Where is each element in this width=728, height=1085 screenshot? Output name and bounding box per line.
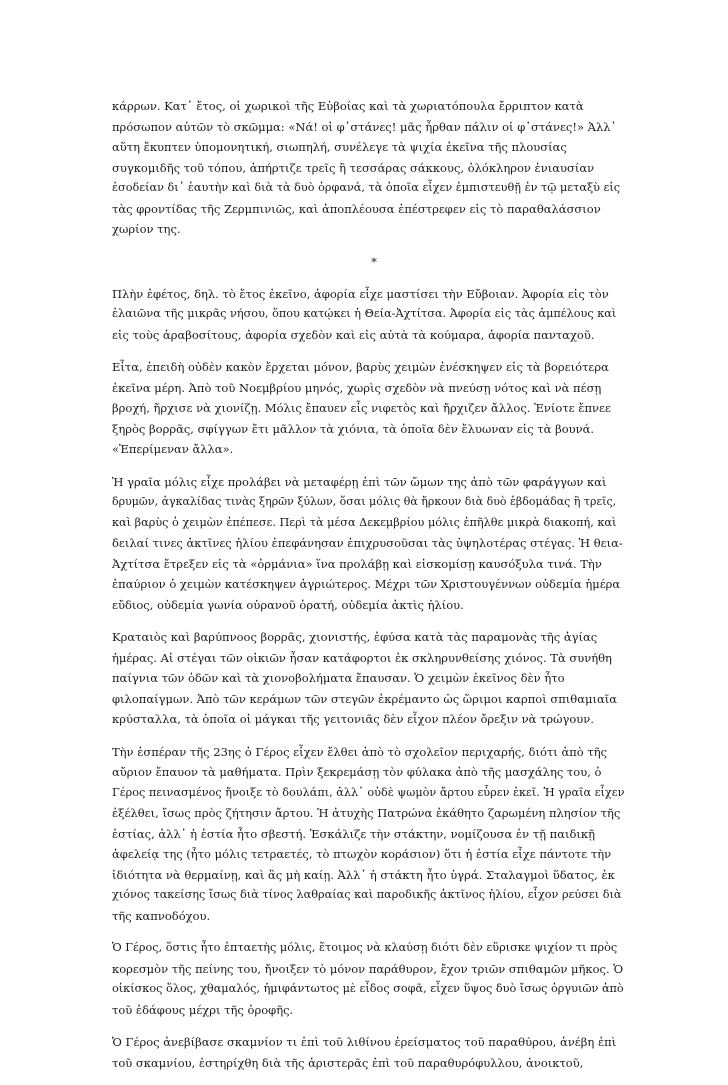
text-line: ἐκεῖνα μέρη. Ἀπὸ τοῦ Νοεμβρίου μηνός, χωρὶς σχεδὸν νὰ πνεύσῃ νότος καὶ νὰ πέσῃ bbox=[112, 380, 602, 395]
text-line: ἡμέρας. Αἱ στέγαι τῶν οἰκιῶν ἦσαν κατάφορτοι ἐκ σκληρυνθείσης χιόνος. Τὰ συνήθη bbox=[112, 650, 612, 665]
text-line: ἑστίας, ἀλλ᾽ ἡ ἑστία ἦτο σβεστή. Ἐσκάλιζε τὴν στάκτην, νομίζουσα ἐν τῇ παιδικῇ bbox=[112, 826, 595, 841]
text-line: Ἀχτίτσα ἔτρεξεν εἰς τὰ «ὀρμάνια» ἵνα προλάβῃ καὶ εἰσκομίσῃ καυσόξυλα τινά. Τὴν bbox=[112, 556, 602, 571]
paragraph-2 bbox=[112, 284, 624, 346]
paragraph-5 bbox=[112, 627, 624, 730]
text-line: εἰς τοὺς ἀραβοσίτους, ἀφορία σχεδὸν καὶ εἰς αὐτὰ τὰ κούμαρα, ἀφορία πανταχοῦ. bbox=[112, 327, 595, 342]
text-line: εὔδιος, οὐδεμία γωνία οὐρανοῦ ὁρατή, οὐδεμία ἀκτὶς ἡλίου. bbox=[112, 597, 464, 612]
text-line: τοῦ σκαμνίου, ἐστηρίχθη διὰ τῆς ἀριστερᾶς ἐπὶ τοῦ παραθυρόφυλλου, ἀνοικτοῦ, bbox=[112, 1055, 584, 1070]
text-line: δρυμῶν, ἀγκαλίδας τινὰς ξηρῶν ξύλων, ὅσαι μόλις θὰ ἤρκουν διὰ δυὸ ἑβδομάδας ἢ τρεῖς, bbox=[112, 495, 617, 508]
text-line: πρόσωπον αὐτῶν τὸ σκῶμμα: «Νά! οἱ φ᾽στάνες! μᾶς ἦρθαν πάλιν οἱ φ᾽στάνες!» Ἀλλ᾽ bbox=[112, 119, 617, 134]
text-line: Ὁ Γέρος ἀνεβίβασε σκαμνίον τι ἐπὶ τοῦ λιθίνου ἐρείσματος τοῦ παραθύρου, ἀνέβη ἐπὶ bbox=[112, 1035, 617, 1049]
text-line: ἐξέλθει, ἴσως πρὸς ζήτησιν ἄρτου. Ἡ ἀτυχὴς Πατρώνα ἐκάθητο ζαρωμένη πλησίον τῆς bbox=[112, 806, 621, 820]
text-line: παίγνια τῶν ὁδῶν καὶ τὰ χιονοβολήματα ἔπαυσαν. Ὁ χειμὼν ἐκεῖνος δὲν ἦτο bbox=[112, 671, 565, 685]
text-line: κρύσταλλα, τὰ ὁποῖα οἱ μάγκαι τῆς γειτονιᾶς δὲν εἶχον πλέον ὄρεξιν νὰ τρώγουν. bbox=[112, 712, 594, 726]
text-line: καὶ βαρὺς ὁ χειμὼν ἐπέπεσε. Περὶ τὰ μέσα Δεκεμβρίου μόλις ἐπῆλθε μικρὰ διακοπή, καὶ bbox=[112, 515, 617, 529]
text-line: ἐλαιῶνα τῆς μικρᾶς νήσου, ὅπου κατῴκει ἡ Θεία-Ἀχτίτσα. Ἀφορία εἰς τὰς ἀμπέλους καὶ bbox=[112, 307, 617, 320]
text-line: βροχή, ἤρχισε νὰ χιονίζῃ. Μόλις ἔπαυεν εἷς νιφετὸς καὶ ἤρχιζεν ἄλλος. Ἐνίοτε ἔπνεε bbox=[112, 401, 611, 415]
paragraph-8 bbox=[112, 1032, 624, 1073]
text-line: τῆς καπνοδόχου. bbox=[112, 908, 211, 923]
text-line: Τὴν ἑσπέραν τῆς 23ης ὁ Γέρος εἶχεν ἔλθει ἀπὸ τὸ σχολεῖον περιχαρής, διότι ἀπὸ τῆς bbox=[112, 744, 608, 759]
paragraph-3 bbox=[112, 357, 624, 460]
text-line: «Ἐπερίμεναν ἄλλα». bbox=[112, 442, 234, 456]
paragraph-6 bbox=[112, 742, 624, 927]
text-line: ἰδιότητα νὰ θερμαίνῃ, καὶ ἂς μὴ καίῃ. Ἀλλ᾽ ἡ στάκτη ἦτο ὑγρά. Σταλαγμοὶ ὕδατος, ἐκ bbox=[112, 867, 615, 882]
asterisk-separator: * bbox=[371, 254, 377, 269]
text-line: ἀφελείᾳ της (ἦτο μόλις τετραετές, τὸ πτωχὸν κοράσιον) ὅτι ἡ ἑστία εἶχε πάντοτε τὴν bbox=[112, 847, 612, 861]
text-line: συγκομιδῆς τοῦ τόπου, ἀπήρτιζε τρεῖς ἢ τεσσάρας σάκκους, ὁλόκληρον ἐνιαυσίαν bbox=[112, 160, 595, 175]
section-separator bbox=[112, 252, 624, 272]
paragraph-4 bbox=[112, 472, 624, 616]
text-line: δειλαί τινες ἀκτῖνες ἡλίου ἐπεφάνησαν ἐπιχρυσοῦσαι τὰς ὑψηλοτέρας στέγας. Ἡ θεια- bbox=[112, 536, 623, 550]
text-line: Ἡ γραῖα μόλις εἶχε προλάβει νὰ μεταφέρῃ ἐπὶ τῶν ὤμων της ἀπὸ τῶν φαράγγων καὶ bbox=[112, 474, 607, 489]
text-line: τὰς φροντίδας τῆς Ζερμπινιῶς, καὶ ἀποπλέουσα ἐπέστρεφεν εἰς τὸ παραθαλάσσιον bbox=[112, 201, 601, 216]
text-line: Κραταιὸς καὶ βαρύπνοος βορρᾶς, χιονιστής, ἐφύσα κατὰ τὰς παραμονὰς τῆς ἁγίας bbox=[112, 630, 598, 644]
text-line: ἐπαύριον ὁ χειμὼν κατέσκηψεν ἀγριώτερος. Μέχρι τῶν Χριστουγέννων οὐδεμία ἡμέρα bbox=[112, 577, 621, 591]
text-line: χωρίον της. bbox=[112, 222, 181, 236]
text-line: τοῦ ἐδάφους μέχρι τῆς ὀροφῆς. bbox=[112, 1002, 294, 1017]
text-line: ἐσοδείαν δι᾽ ἑαυτὴν καὶ διὰ τὰ δυὸ ὀρφανά, τὰ ὁποῖα εἶχεν ἐμπιστευθῇ ἐν τῷ μεταξὺ εἰς bbox=[112, 181, 621, 194]
text-line: Εἶτα, ἐπειδὴ οὐδὲν κακὸν ἔρχεται μόνον, βαρὺς χειμὼν ἐνέσκηψεν εἰς τὰ βορειότερα bbox=[112, 360, 609, 374]
document-page bbox=[112, 96, 624, 1085]
text-line: αὔριον ἔπαυον τὰ μαθήματα. Πρὶν ξεκρεμάσῃ τὸν φύλακα ἀπὸ τῆς μασχάλης του, ὁ bbox=[112, 765, 602, 779]
text-line: κορεσμὸν τῆς πείνης του, ἤνοιξεν τὸ μόνον παράθυρον, ἔχον τριῶν σπιθαμῶν μῆκος. Ὁ bbox=[112, 961, 624, 976]
text-line: Γέρος πεινασμένος ἤνοιξε τὸ δουλάπι, ἀλλ᾽ οὐδὲ ψωμὸν ἄρτου εὗρεν ἐκεῖ. Ἡ γραῖα εἶχεν bbox=[112, 785, 625, 799]
text-line: φιλοπαίγμων. Ἀπὸ τῶν κεράμων τῶν στεγῶν ἐκρέμαντο ὡς ὥριμοι καρποὶ σπιθαμιαῖα bbox=[112, 691, 618, 706]
text-line: χιόνος τακείσης ἴσως διὰ τίνος λαθραίας καὶ παροδικῆς ἀκτῖνος ἡλίου, εἶχον ρεύσει διὰ bbox=[112, 888, 622, 901]
paragraph-1 bbox=[112, 96, 624, 240]
paragraph-7 bbox=[112, 938, 624, 1020]
text-line: κάρρων. Κατ᾽ ἔτος, οἱ χωρικοὶ τῆς Εὐβοίας καὶ τὰ χωριατόπουλα ἔρριπτον κατὰ bbox=[112, 99, 584, 113]
text-line: ξηρὸς βορρᾶς, σφίγγων ἔτι μᾶλλον τὰ χιόνια, τὰ ὁποῖα δὲν ἔλυωναν εἰς τὰ βουνά. bbox=[112, 421, 595, 436]
text-line: οἰκίσκος ὅλος, χθαμαλός, ἡμιφάντωτος μὲ εἶδος σοφᾶ, εἶχεν ὕψος δυὸ ἴσως ὀργυιῶν ἀπὸ bbox=[112, 982, 624, 995]
text-line: Ὁ Γέρος, ὅστις ἦτο ἑπταετὴς μόλις, ἕτοιμος νὰ κλαύσῃ διότι δὲν εὕρισκε ψιχίον τι πρὸς bbox=[112, 941, 618, 954]
text-line: Πλὴν ἐφέτος, δηλ. τὸ ἔτος ἐκεῖνο, ἀφορία εἶχε μαστίσει τὴν Εὔβοιαν. Ἀφορία εἰς τὸν bbox=[112, 286, 609, 301]
text-line: αὕτη ἔκυπτεν ὑπομονητική, σιωπηλή, συνέλεγε τὰ ψιχία ἐκεῖνα τῆς πλουσίας bbox=[112, 140, 567, 154]
